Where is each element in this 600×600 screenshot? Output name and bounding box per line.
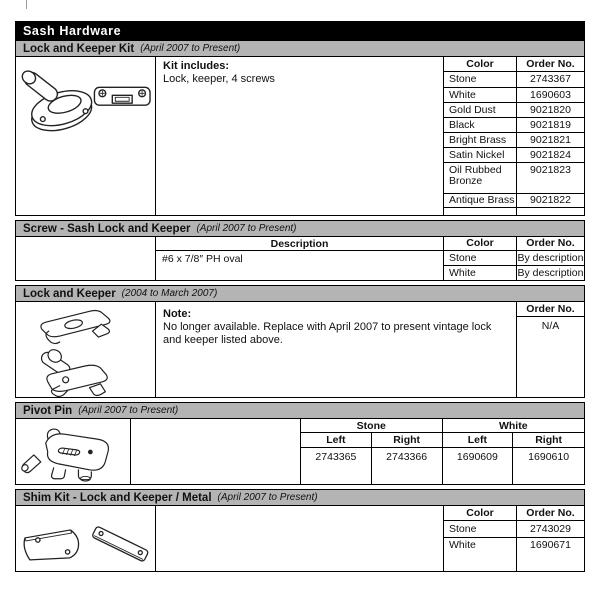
left-right-header-row (301, 433, 584, 448)
color-cell: White (444, 88, 517, 102)
section-title: Screw - Sash Lock and Keeper (23, 222, 191, 235)
order-cell: 2743366 (372, 448, 443, 484)
order-cell: N/A (541, 320, 560, 332)
table-row (444, 133, 584, 148)
table-header-row (444, 57, 584, 72)
old-lock-and-keeper-drawing (16, 302, 155, 398)
section-header-lock-and-keeper-old (15, 285, 585, 302)
table-row (444, 118, 584, 133)
order-cell: 9021820 (530, 103, 571, 116)
description-cell: #6 x 7/8″ PH oval (162, 253, 243, 265)
section-title: Lock and Keeper Kit (23, 42, 135, 55)
pivot-table (15, 419, 585, 485)
white-left-header: Left (443, 433, 514, 448)
order-column-header: Order No. (517, 302, 584, 317)
stone-group-header: Stone (301, 419, 443, 433)
color-cell: Stone (444, 251, 517, 265)
color-cell: White (444, 538, 517, 571)
color-cell: Bright Brass (444, 133, 517, 147)
kit-table (15, 57, 585, 216)
old-lock-image-cell (16, 302, 156, 397)
color-column-header: Color (444, 57, 517, 71)
table-row (444, 72, 584, 88)
table-row (444, 251, 584, 266)
color-group-header-row (301, 419, 584, 433)
section-header-screw (15, 220, 585, 237)
table-row (444, 521, 584, 538)
order-cell: 1690671 (530, 539, 571, 551)
description-column-header: Description (156, 237, 443, 251)
color-cell: White (444, 266, 517, 280)
order-cell: 9021822 (530, 194, 571, 206)
section-header-pivot-pin (15, 402, 585, 419)
section-date-range: (April 2007 to Present) (78, 405, 179, 416)
color-column-header: Color (444, 237, 517, 250)
page-title-bar (15, 21, 585, 40)
table-row (444, 163, 584, 194)
section-date-range: (April 2007 to Present) (196, 223, 297, 234)
table-row (444, 538, 584, 571)
screw-color-order-table (444, 237, 584, 280)
order-cell: 9021821 (530, 133, 571, 146)
order-cell: 9021819 (530, 118, 571, 131)
table-row (444, 103, 584, 118)
pivot-pin-drawing (16, 419, 130, 485)
kit-includes-cell (156, 57, 444, 215)
description-column (156, 237, 444, 280)
screw-table (15, 237, 585, 281)
white-group-header: White (443, 419, 585, 433)
kit-includes-text: Lock, keeper, 4 screws (163, 73, 275, 85)
shim-empty-cell (156, 506, 444, 571)
scan-artifact (26, 0, 27, 9)
section-header-lock-and-keeper-kit (15, 40, 585, 57)
table-header-row (444, 237, 584, 251)
table-row (444, 194, 584, 208)
order-cell: 2743029 (530, 522, 571, 535)
pivot-image-cell (16, 419, 131, 484)
screw-image-cell (16, 237, 156, 280)
lock-and-keeper-kit-drawing (16, 57, 155, 216)
order-cell: By description (517, 251, 584, 264)
section-date-range: (April 2007 to Present) (140, 43, 241, 54)
table-row (444, 88, 584, 103)
color-cell: Black (444, 118, 517, 132)
section-title: Pivot Pin (23, 404, 73, 417)
order-cell: 1690609 (443, 448, 514, 484)
table-row (444, 148, 584, 163)
color-cell: Stone (444, 72, 517, 87)
order-cell: 1690610 (528, 451, 570, 463)
table-row (444, 266, 584, 280)
stone-right-header: Right (372, 433, 443, 448)
color-cell: Stone (444, 521, 517, 537)
note-label: Note: (163, 308, 192, 320)
section-date-range: (2004 to March 2007) (121, 288, 218, 299)
order-cell: 2743367 (530, 73, 571, 85)
order-values-row (301, 448, 584, 484)
page-content (15, 21, 585, 572)
order-column-header: Order No. (526, 506, 575, 519)
order-cell: 9021823 (530, 164, 571, 176)
shim-table (15, 506, 585, 572)
color-cell: Gold Dust (444, 103, 517, 117)
note-cell (156, 302, 517, 397)
order-column-header: Order No. (526, 237, 575, 249)
order-cell: 2743365 (301, 448, 372, 484)
order-cell: 1690603 (530, 88, 571, 101)
white-right-header: Right (513, 433, 584, 448)
color-cell: Satin Nickel (444, 148, 517, 162)
kit-includes-label: Kit includes: (163, 60, 230, 72)
pivot-empty-cell (131, 419, 301, 484)
shim-image-cell (16, 506, 156, 571)
pivot-order-grid (301, 419, 584, 484)
order-column (517, 302, 584, 397)
filler-row (444, 208, 584, 215)
note-text: No longer available. Replace with April 2007 to present vintage lock and keeper listed above. (163, 321, 492, 346)
color-cell: Oil Rubbed Bronze (444, 163, 517, 193)
section-title: Shim Kit - Lock and Keeper / Metal (23, 491, 212, 504)
color-cell: Antique Brass (444, 194, 517, 207)
shim-color-order-table (444, 506, 584, 571)
order-cell: 9021824 (530, 148, 571, 161)
table-header-row (444, 506, 584, 521)
section-date-range: (April 2007 to Present) (217, 492, 318, 503)
shim-kit-drawing (16, 506, 155, 572)
old-lock-table (15, 302, 585, 398)
order-column-header: Order No. (526, 57, 575, 70)
section-title: Lock and Keeper (23, 287, 116, 300)
kit-image-cell (16, 57, 156, 215)
order-cell: By description (517, 266, 584, 279)
kit-color-order-table (444, 57, 584, 215)
color-column-header: Color (444, 506, 517, 520)
stone-left-header: Left (301, 433, 372, 448)
page-title: Sash Hardware (23, 23, 122, 38)
section-header-shim-kit (15, 489, 585, 506)
